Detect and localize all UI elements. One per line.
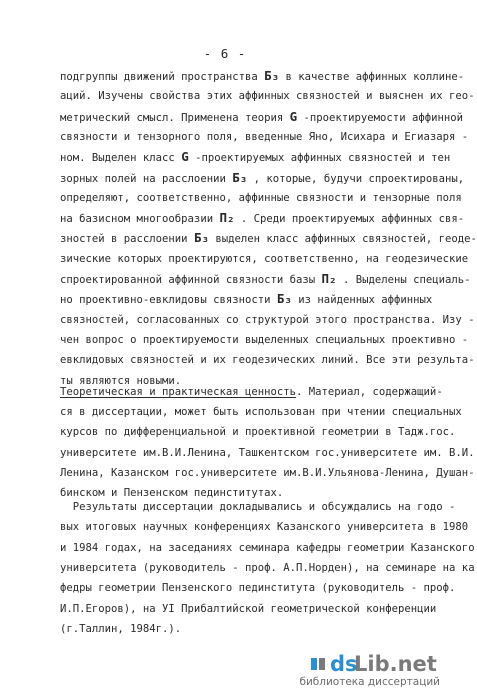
text-line: Ленина, Казанском гос.университете им.В.И.Ульянова-Ленина, Душан-: [60, 466, 475, 479]
text-line: [60, 191, 462, 205]
math-symbol: G: [181, 149, 189, 165]
line-text: ты являются новыми.: [60, 374, 182, 387]
text-line: [60, 313, 475, 327]
text-line: [60, 210, 465, 226]
text-line: [60, 333, 469, 347]
text-line: [60, 130, 469, 144]
line-text: связности и тензорного поля, введенные Яно, Исихара и Егиазаря -: [60, 130, 469, 143]
text-line: [60, 68, 465, 84]
math-symbol: Б₃: [264, 68, 280, 83]
line-text: из найденных аффинных: [291, 294, 433, 307]
line-text: определяют, соответственно, аффинные связности и тензорные поля: [60, 191, 462, 204]
math-symbol: П₂: [321, 271, 337, 286]
watermark-lib: Lib.net: [354, 652, 437, 676]
line-text: подгруппы движений пространства: [60, 71, 265, 83]
line-text: зностей в расслоении: [60, 233, 194, 246]
line-text: чен вопрос о проектируемости выделенных специальных проективно -: [60, 333, 469, 346]
text-line: [60, 89, 475, 103]
text-line: и 1984 годах, на заседаниях семинара кафедры геометрии Казанского: [60, 541, 475, 554]
watermark-subtitle: библиотека диссертаций: [299, 676, 440, 688]
text-line: Результаты диссертации докладывались и обсуждались на годо -: [60, 501, 456, 513]
text-line: федры геометрии Пензенского пединститута (руководитель - проф.: [60, 582, 456, 595]
math-symbol: G: [289, 108, 298, 124]
line-text: метрический смысл. Применена теория: [60, 111, 290, 124]
line-text: . Среди проектируемых аффинных свя-: [234, 213, 465, 226]
line-text: евклидовых связностей и их геодезических линий. Все эти результа-: [60, 354, 475, 367]
math-symbol: Б₃: [232, 169, 248, 185]
line-text: но проективно-евклидовы связности: [60, 294, 277, 307]
line-text: -проектируемости аффинной: [297, 111, 463, 124]
line-text: . Выделены специаль-: [336, 274, 471, 286]
math-symbol: П₂: [219, 210, 235, 226]
line-text: -проектируемых аффинных связностей и тен: [188, 152, 451, 165]
section-heading-rest: . Материал, содержащий-: [296, 386, 443, 398]
line-text: на базисном многообразии: [60, 213, 220, 226]
line-text: аций. Изучены свойства этих аффинных связностей и выяснен их гео-: [60, 90, 475, 103]
text-line: ся в диссертации, может быть использован при чтении специальных: [60, 406, 462, 418]
line-text: выделен класс аффинных связностей, геоде-: [209, 233, 477, 246]
line-text: связностей, согласованных со структурой этого пространства. Изу -: [60, 313, 475, 326]
line-text: зорных полей на расслоении: [60, 172, 233, 185]
text-line: [60, 230, 477, 246]
text-line: [60, 149, 451, 165]
text-line: бинском и Пензенском пединститутах.: [60, 487, 284, 500]
line-text: ном. Выделен класс: [60, 152, 182, 165]
text-line: [60, 271, 471, 287]
text-line: университете им.В.И.Ленина, Ташкентском гос.университете им. В.И.: [60, 446, 475, 459]
text-line: курсов по дифференциальной и проективной геометрии в Тадж.гос.: [60, 426, 456, 439]
text-line: университета (руководитель - проф. А.П.Норден), на семинаре на ка: [60, 561, 475, 574]
section-heading-line: [60, 385, 443, 399]
text-line: вых итоговых научных конференциях Казанского университета в 1980: [60, 521, 469, 534]
line-text: , которые, будучи спроектированы,: [247, 172, 465, 185]
math-symbol: Б₃: [193, 230, 209, 246]
line-text: спроектированной аффинной связности базы: [60, 274, 322, 286]
text-line: [60, 353, 475, 367]
text-line: [60, 108, 463, 125]
math-symbol: Б₃: [276, 291, 292, 307]
section-heading: Теоретическая и практическая ценность: [60, 386, 296, 398]
text-line: И.П.Егоров), на УI Прибалтийской геометрической конференции: [60, 602, 437, 615]
book-icon: [310, 656, 326, 672]
line-text: зические которых проектируются, соответственно, на геодезические: [60, 252, 469, 265]
text-line: [60, 252, 469, 266]
watermark-logo: [299, 652, 440, 692]
text-line: [60, 291, 433, 307]
page-number: - 6 -: [203, 46, 247, 61]
text-line: [60, 169, 465, 186]
line-text: в качестве аффинных коллине-: [279, 71, 465, 83]
watermark-ds: ds: [330, 652, 358, 676]
text-line: (г.Таллин, 1984г.).: [60, 622, 182, 635]
